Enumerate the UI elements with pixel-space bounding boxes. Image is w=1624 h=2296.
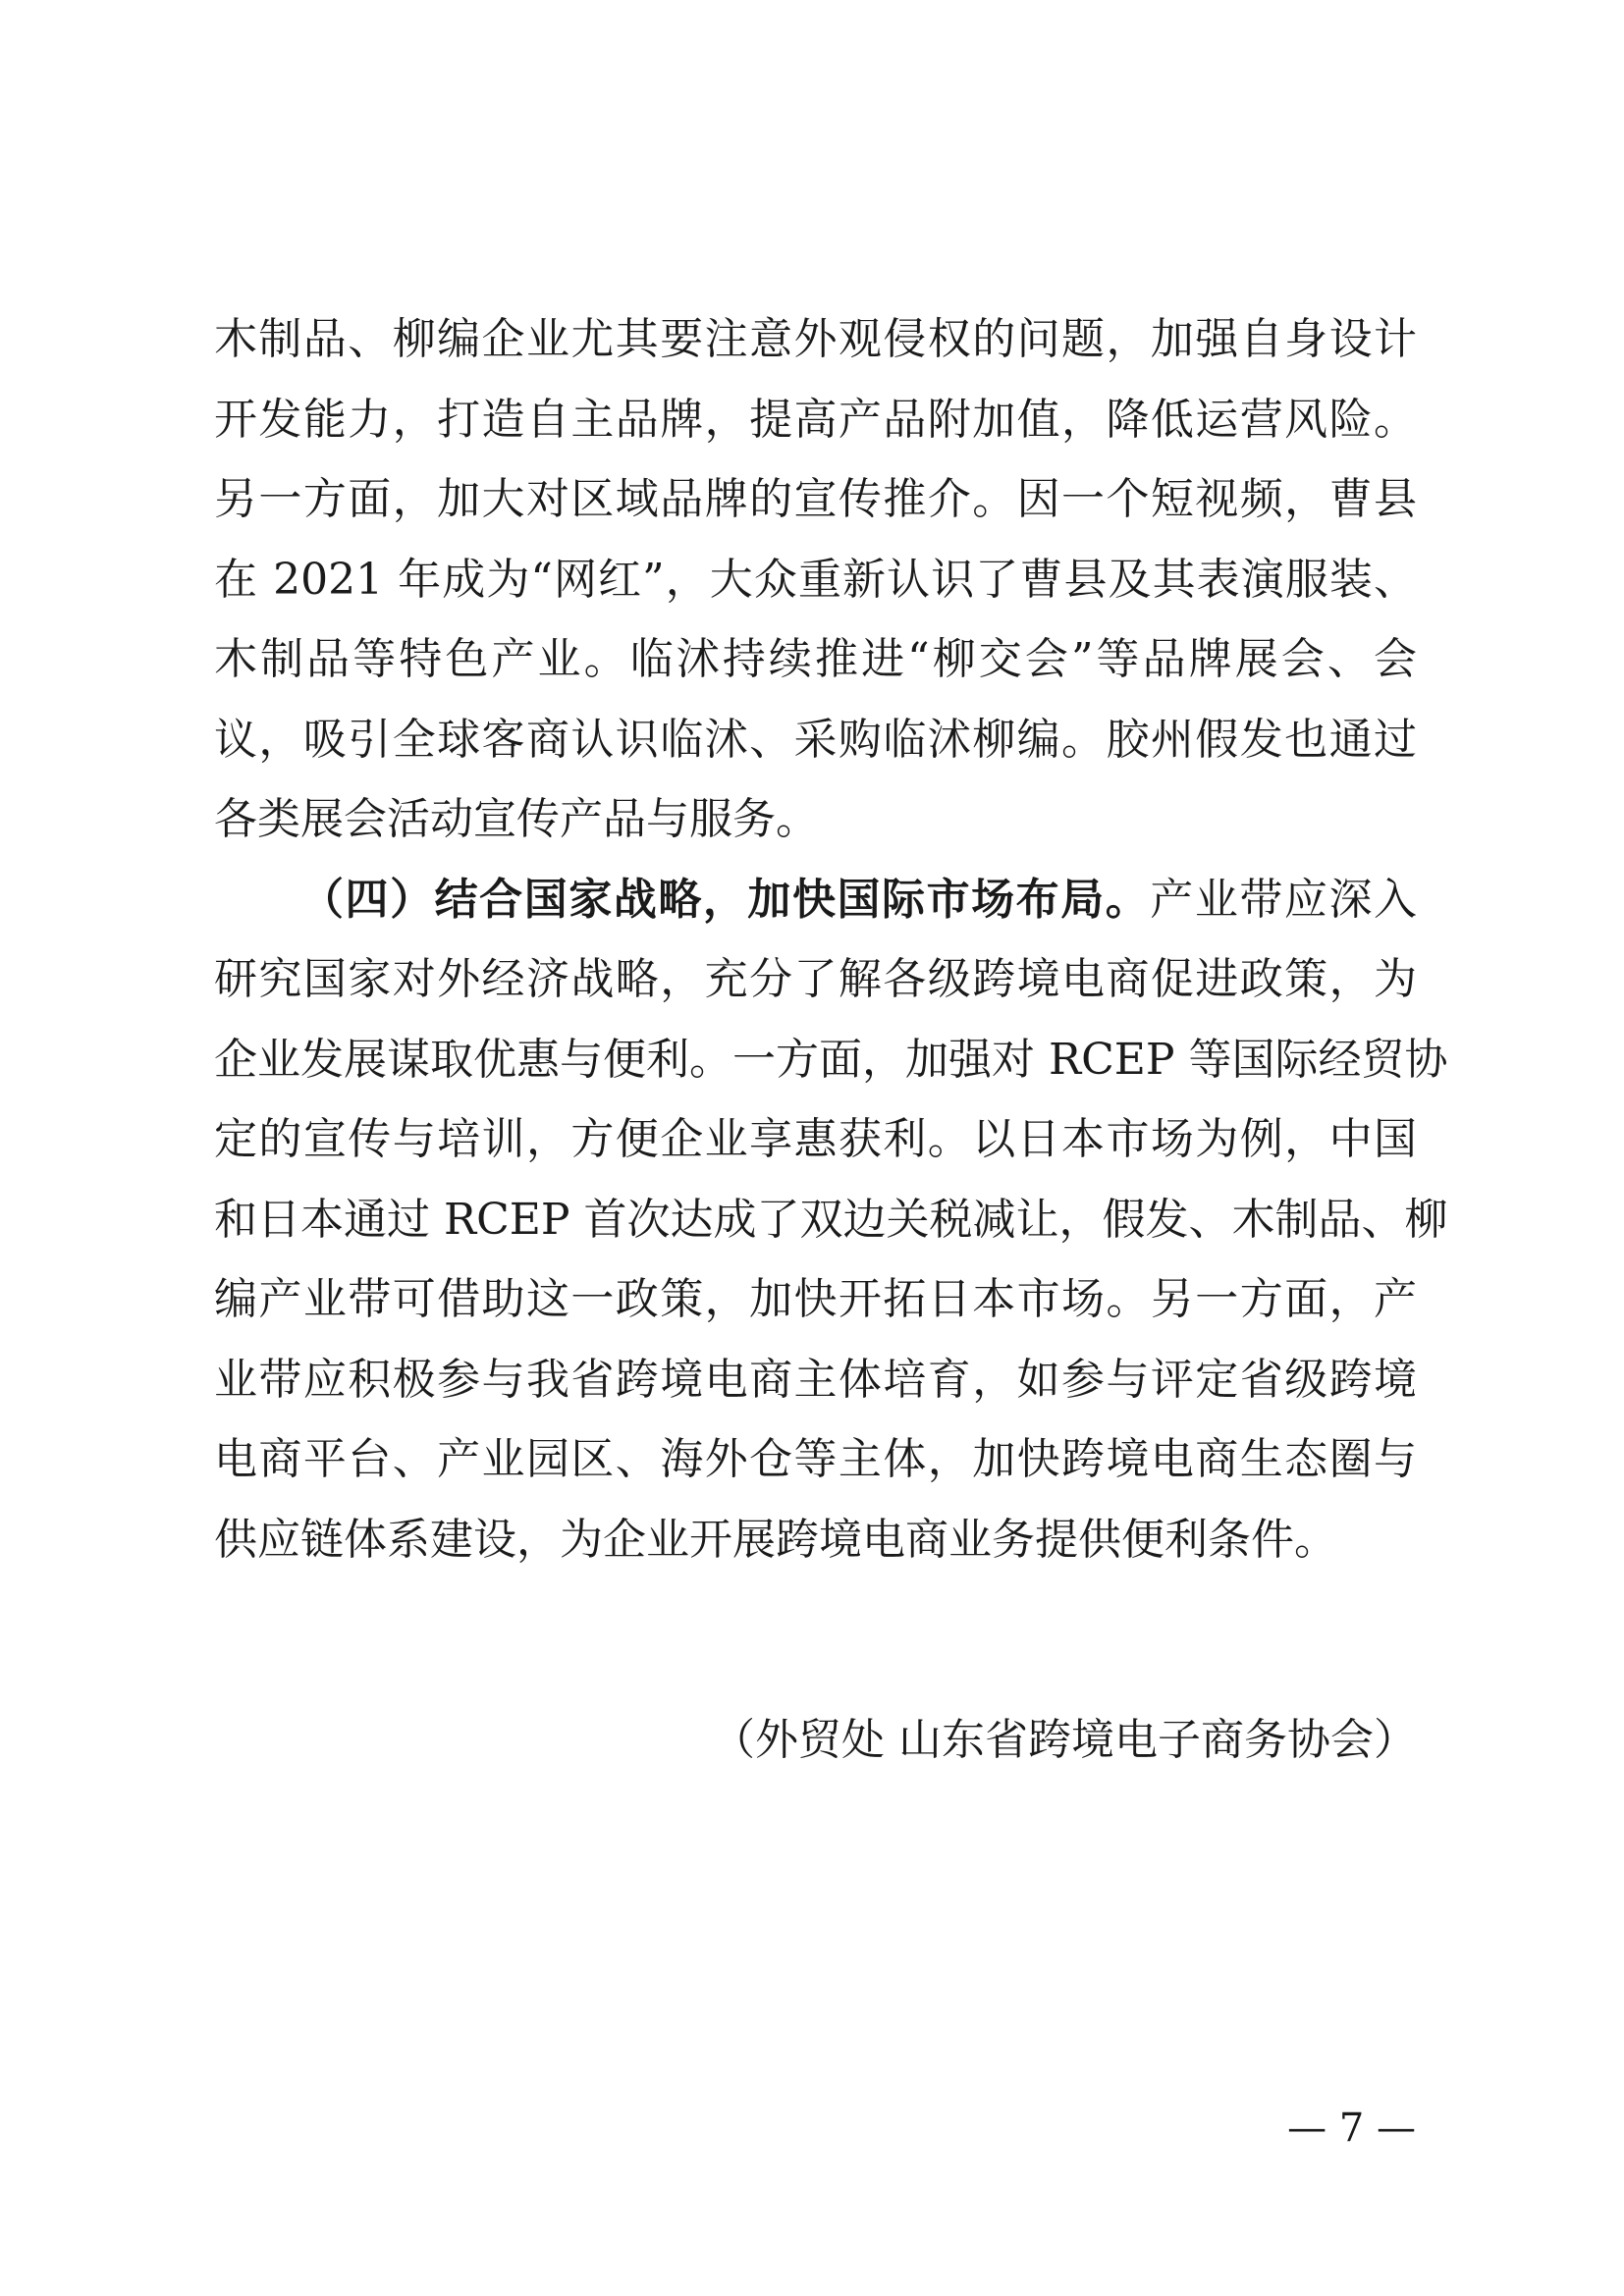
document-body: [214, 299, 1448, 1579]
paragraph-brand-promotion: [214, 299, 1417, 860]
text-line: 各类展会活动宣传产品与服务。: [214, 794, 819, 844]
text-line: 定的宣传与培训，方便企业享惠获利。以日本市场为例，中国: [214, 1114, 1417, 1164]
text-line: 木制品、柳编企业尤其要注意外观侵权的问题，加强自身设计: [214, 314, 1417, 364]
text-line: 另一方面，加大对区域品牌的宣传推介。因一个短视频，曹县: [214, 474, 1417, 524]
author-signature: （外贸处 山东省跨境电子商务协会）: [712, 1715, 1417, 1765]
text-line: 开发能力，打造自主品牌，提高产品附加值，降低运营风险。: [214, 394, 1417, 445]
text-line: 供应链体系建设，为企业开展跨境电商业务提供便利条件。: [214, 1514, 1337, 1565]
heading-line-rest: 产业带应深入: [1150, 874, 1418, 925]
text-line: 在 2021 年成为“网红”，大众重新认识了曹县及其表演服装、: [214, 554, 1417, 605]
page-number: — 7 —: [1287, 2106, 1416, 2151]
text-line: 企业发展谋取优惠与便利。一方面，加强对 RCEP 等国际经贸协: [214, 1034, 1448, 1085]
text-line: 编产业带可借助这一政策，加快开拓日本市场。另一方面，产: [214, 1274, 1417, 1324]
text-line: 木制品等特色产业。临沭持续推进“柳交会”等品牌展会、会: [214, 634, 1417, 684]
text-line: 电商平台、产业园区、海外仓等主体，加快跨境电商生态圈与: [214, 1434, 1417, 1484]
text-line-first: [214, 860, 1417, 940]
section-heading: （四）结合国家战略，加快国际市场布局。: [300, 874, 1151, 925]
paragraph-national-strategy: [214, 860, 1448, 1580]
text-line: 议，吸引全球客商认识临沭、采购临沭柳编。胶州假发也通过: [214, 714, 1417, 765]
text-line: 业带应积极参与我省跨境电商主体培育，如参与评定省级跨境: [214, 1354, 1417, 1405]
text-line: 研究国家对外经济战略，充分了解各级跨境电商促进政策，为: [214, 954, 1417, 1004]
text-line: 和日本通过 RCEP 首次达成了双边关税减让，假发、木制品、柳: [214, 1194, 1448, 1245]
